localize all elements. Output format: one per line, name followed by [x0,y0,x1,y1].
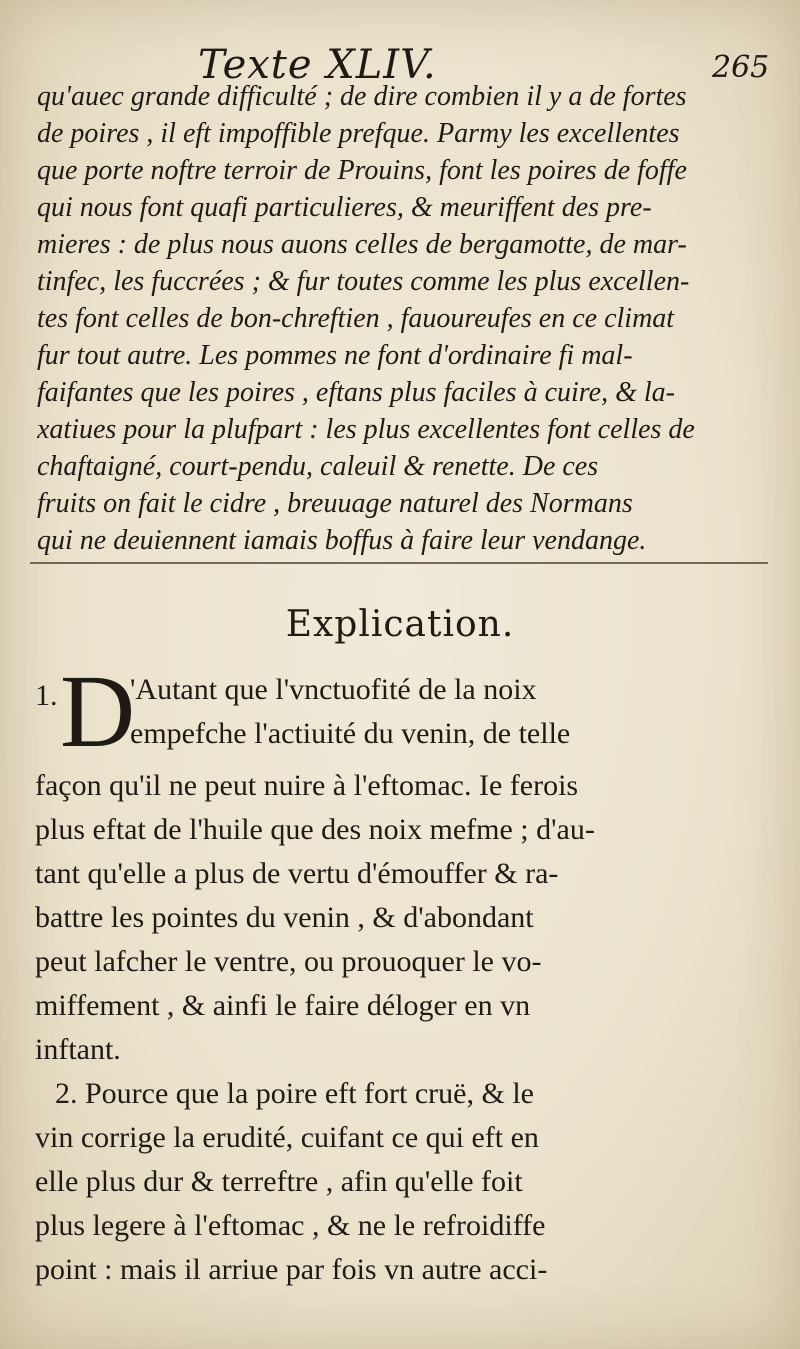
body-line: plus eftat de l'huile que des noix mefme ; d'au- [35,813,595,846]
body-line: tant qu'elle a plus de vertu d'émouffer & ra- [35,857,559,890]
italic-line: qu'auec grande difficulté ; de dire combien il y a de fortes [37,81,687,112]
italic-passage [37,78,777,559]
item-2-first-line: 2. Pource que la poire eft fort cruë, & le [55,1077,534,1110]
italic-line: fruits on fait le cidre , breuuage naturel des Normans [37,488,633,519]
explication-body [35,654,780,1292]
body-line: peut lafcher le ventre, ou prouoquer le vo- [35,945,542,978]
body-line: empefche l'actiuité du venin, de telle [130,717,571,750]
italic-line: tinfec, les fuccrées ; & fur toutes comme les plus excellen- [37,266,690,297]
italic-line: mieres : de plus nous auons celles de bergamotte, de mar- [37,229,687,260]
italic-line: qui ne deuiennent iamais boffus à faire leur vendange. [37,525,647,556]
body-line: elle plus dur & terreftre , afin qu'elle foit [35,1165,523,1198]
body-line: point : mais il arriue par fois vn autre acci- [35,1253,548,1286]
page-number: 265 [712,50,770,85]
item-number: 1. [35,679,58,712]
body-line: battre les pointes du venin , & d'abondant [35,901,534,934]
body-line: façon qu'il ne peut nuire à l'eftomac. Ie ferois [35,769,579,802]
running-title: Texte XLIV. [198,42,437,88]
section-heading: Explication. [285,604,515,645]
italic-line: fur tout autre. Les pommes ne font d'ordinaire fi mal- [37,340,633,371]
body-line: plus legere à l'eftomac , & ne le refroidiffe [35,1209,546,1242]
italic-line: qui nous font quafi particulieres, & meuriffent des pre- [37,192,652,223]
italic-line: que porte noftre terroir de Prouins, font les poires de foffe [37,155,687,186]
body-line: vin corrige la erudité, cuifant ce qui eft en [35,1121,539,1154]
body-line: 'Autant que l'vnctuofité de la noix [130,673,537,706]
horizontal-rule [30,562,768,564]
drop-cap: D [60,654,136,769]
italic-line: xatiues pour la plufpart : les plus excellentes font celles de [37,414,695,445]
item-1-opening [35,654,780,769]
italic-line: chaftaigné, court-pendu, caleuil & renette. De ces [37,451,599,482]
italic-line: de poires , il eft impoffible prefque. Parmy les excellentes [37,118,680,149]
body-line: miffement , & ainfi le faire déloger en vn [35,989,531,1022]
italic-line: faifantes que les poires , eftans plus faciles à cuire, & la- [37,377,675,408]
italic-line: tes font celles de bon-chreftien , fauoureufes en ce climat [37,303,675,334]
body-line: inftant. [35,1033,121,1066]
